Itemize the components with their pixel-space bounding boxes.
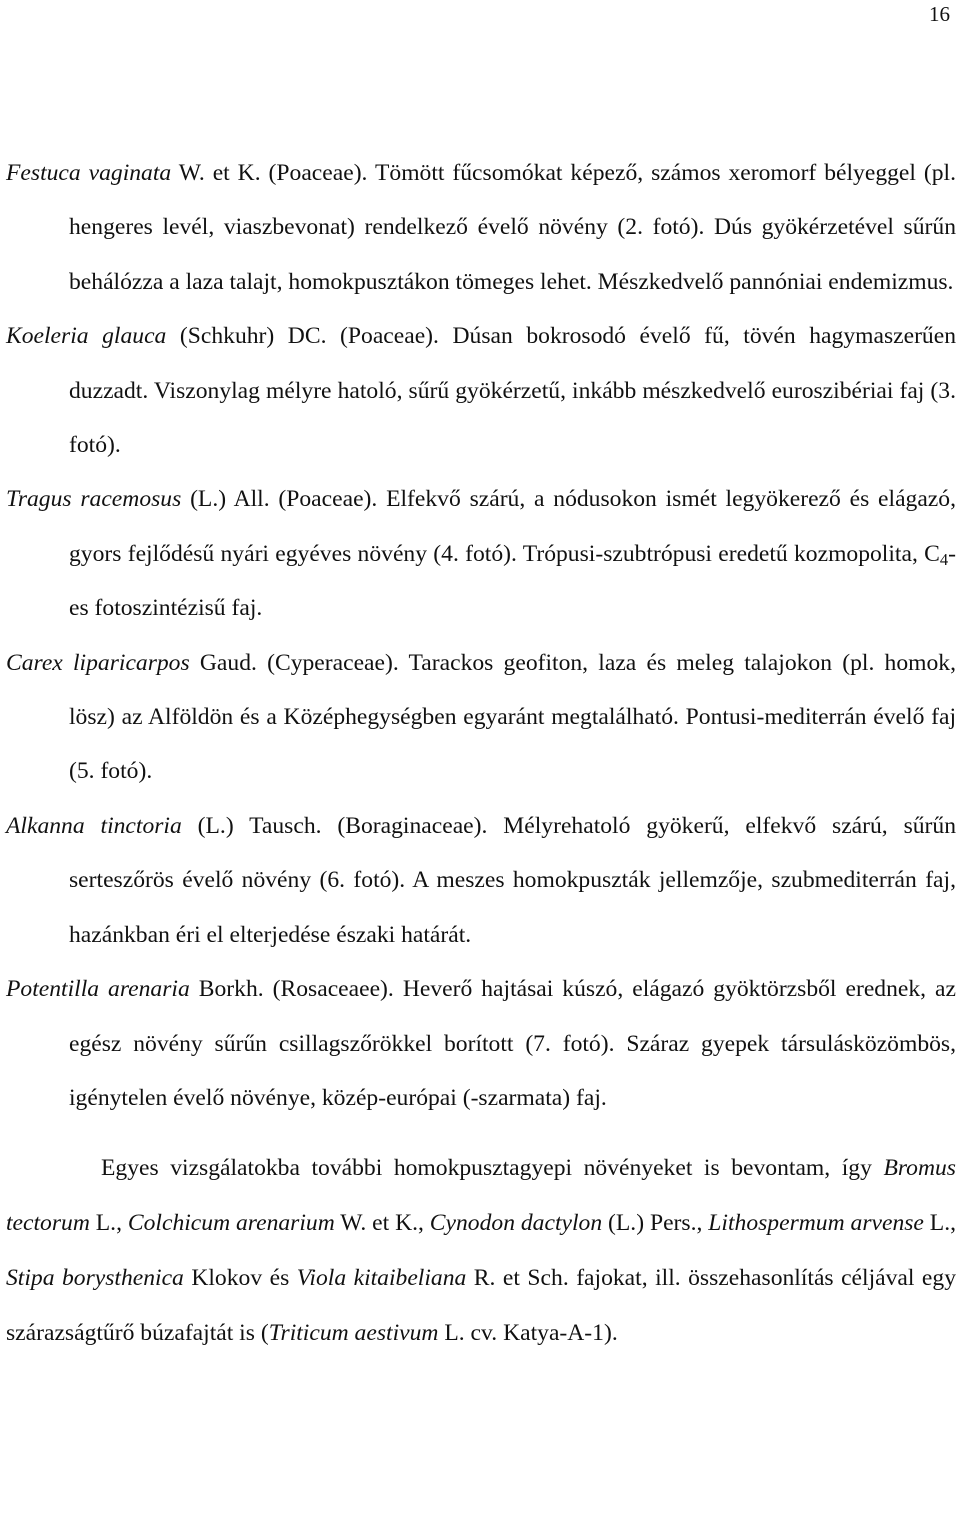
species-author: Gaud. (Cyperaceae). [189,649,409,676]
species-name: Koeleria glauca [6,323,167,350]
species-name: Carex liparicarpos [6,649,190,676]
species-name: Festuca vaginata [6,160,172,186]
species-description: Dúsan bokrosodó évelő fű, tövén hagymaszerűen duzzadt. Viszonylag mélyre hatoló, sűrű gyökérzetű, inkább mészkedvelő euroszibériai faj (3. fotó). [69,323,956,459]
species-author: W. et K. (Poaceae). [171,160,375,186]
species-name: Potentilla arenaria [6,976,190,1003]
text-run: Egyes vizsgálatokba további homokpusztagyepi növényeket is bevontam, így [101,1155,884,1182]
species-description: Heverő hajtásai kúszó, elágazó gyöktörzsből erednek, az egész növény sűrűn csillagszőrökkel borított (7. fotó). Száraz gyepek társulásközömbös, igénytelen évelő növénye, közép-európai (-szarmata) faj. [69,976,956,1111]
species-name: Viola kitaibeliana [296,1265,467,1292]
species-author: (L.) All. (Poaceae). [181,486,387,513]
species-description-end: -es fotoszintézisű faj. [69,540,956,622]
text-run: L., [89,1210,128,1237]
species-author: Borkh. (Rosaceaee). [189,976,403,1003]
species-author: (L.) Tausch. (Boraginaceae). [181,812,504,839]
text-run: Klokov és [183,1265,297,1292]
species-name: Colchicum arenarium [127,1210,335,1237]
text-run: L. cv. Katya-A-1). [438,1320,618,1347]
species-name: Triticum aestivum [268,1320,439,1347]
subscript: 4 [939,549,949,569]
species-name: Tragus racemosus [6,486,182,513]
text-run: (L.) Pers., [602,1210,709,1237]
species-entry-carex [6,636,956,799]
species-description: Tarackos geofiton, laza és meleg talajokon (pl. homok, lösz) az Alföldön és a Középhegységben egyaránt megtalálható. Pontusi-mediterrán évelő faj (5. fotó). [69,649,956,785]
page-number: 16 [929,2,950,26]
species-name: Lithospermum arvense [708,1210,924,1237]
species-entry-koeleria [6,309,956,472]
species-entry-tragus [6,472,956,635]
closing-paragraph [6,1141,956,1361]
species-description: Tömött fűcsomókat képező, számos xeromorf bélyeggel (pl. hengeres levél, viaszbevonat) rendelkező évelő növény (2. fotó). Dús gyökérzetével sűrűn behálózza a laza talajt, homokpusztákon tömeges lehet. Mészkedvelő pannóniai endemizmus. [69,160,957,295]
species-entry-potentilla [6,962,956,1125]
text-run: R. et Sch. fajokat, ill. összehasonlítás céljával egy szárazságtűrő búzafajtát is ( [6,1265,956,1347]
species-name: Stipa borysthenica [6,1265,184,1292]
species-author: (Schkuhr) DC. (Poaceae). [166,323,453,350]
text-run: W. et K., [334,1210,430,1237]
species-name: Alkanna tinctoria [6,812,182,839]
species-list [6,146,956,1361]
text-run: L., [923,1210,957,1237]
species-entry-alkanna [6,799,956,962]
species-description: Mélyrehatoló gyökerű, elfekvő szárú, sűrűn serteszőrös évelő növény (6. fotó). A meszes homokpuszták jellemzője, szubmediterrán faj, hazánkban éri el elterjedése északi határát. [69,812,957,948]
species-description: Elfekvő szárú, a nódusokon ismét legyökerező és elágazó, gyors fejlődésű nyári egyéves növény (4. fotó). Trópusi-szubtrópusi eredetű kozmopolita, C [69,486,956,567]
species-name: Bromus tectorum [6,1155,956,1237]
species-entry-festuca [6,146,956,309]
species-name: Cynodon dactylon [429,1210,603,1237]
